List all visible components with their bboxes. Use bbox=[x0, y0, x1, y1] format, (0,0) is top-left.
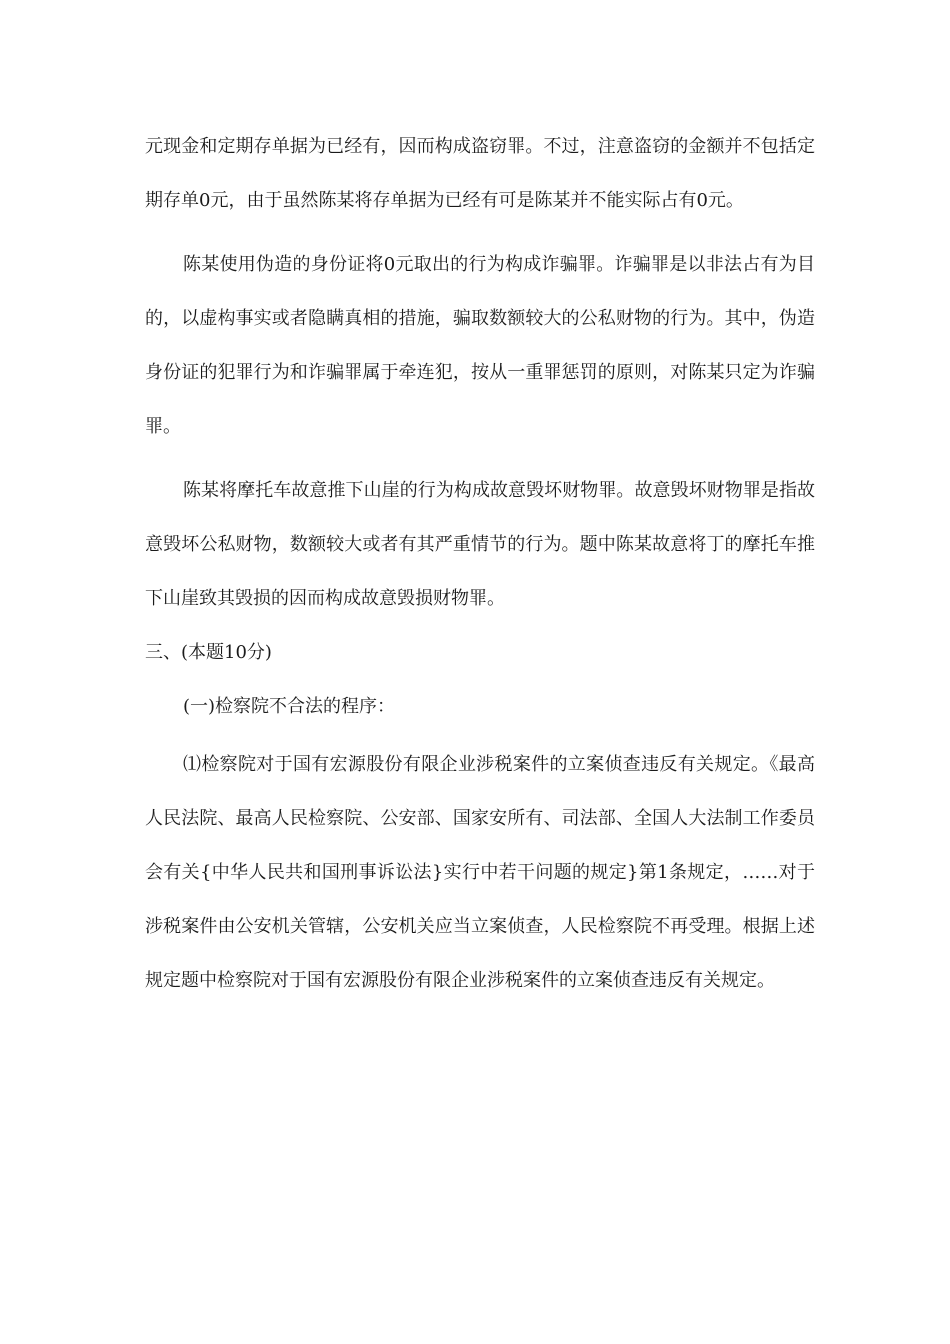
subheading-illegal-procedure: (一)检察院不合法的程序： bbox=[183, 696, 396, 717]
paragraph-theft-amount: 元现金和定期存单据为已经有，因而构成盗窃罪。不过，注意盗窃的金额并不包括定期存单0元，由于虽然陈某将存单据为已经有可是陈某并不能实际占有0元。 bbox=[145, 136, 815, 211]
document-body bbox=[145, 120, 815, 1008]
paragraph-point-1: ⑴检察院对于国有宏源股份有限企业涉税案件的立案侦查违反有关规定。《最高人民法院、最高人民检察院、公安部、国家安所有、司法部、全国人大法制工作委员会有关{中华人民共和国刑事诉讼法}实行中若干问题的规定}第1条规定，……对于涉税案件由公安机关管辖，公安机关应当立案侦查，人民检察院不再受理。根据上述规定题中检察院对于国有宏源股份有限企业涉税案件的立案侦查违反有关规定。 bbox=[145, 754, 815, 991]
paragraph-property-damage: 陈某将摩托车故意推下山崖的行为构成故意毁坏财物罪。故意毁坏财物罪是指故意毁坏公私财物，数额较大或者有其严重情节的行为。题中陈某故意将丁的摩托车推下山崖致其毁损的因而构成故意毁损财物罪。 bbox=[145, 480, 815, 609]
paragraph-fraud: 陈某使用伪造的身份证将0元取出的行为构成诈骗罪。诈骗罪是以非法占有为目的，以虚构事实或者隐瞒真相的措施，骗取数额较大的公私财物的行为。其中，伪造身份证的犯罪行为和诈骗罪属于牵连犯，按从一重罪惩罚的原则，对陈某只定为诈骗罪。 bbox=[145, 254, 815, 437]
section-heading: 三、(本题10分) bbox=[145, 642, 272, 663]
